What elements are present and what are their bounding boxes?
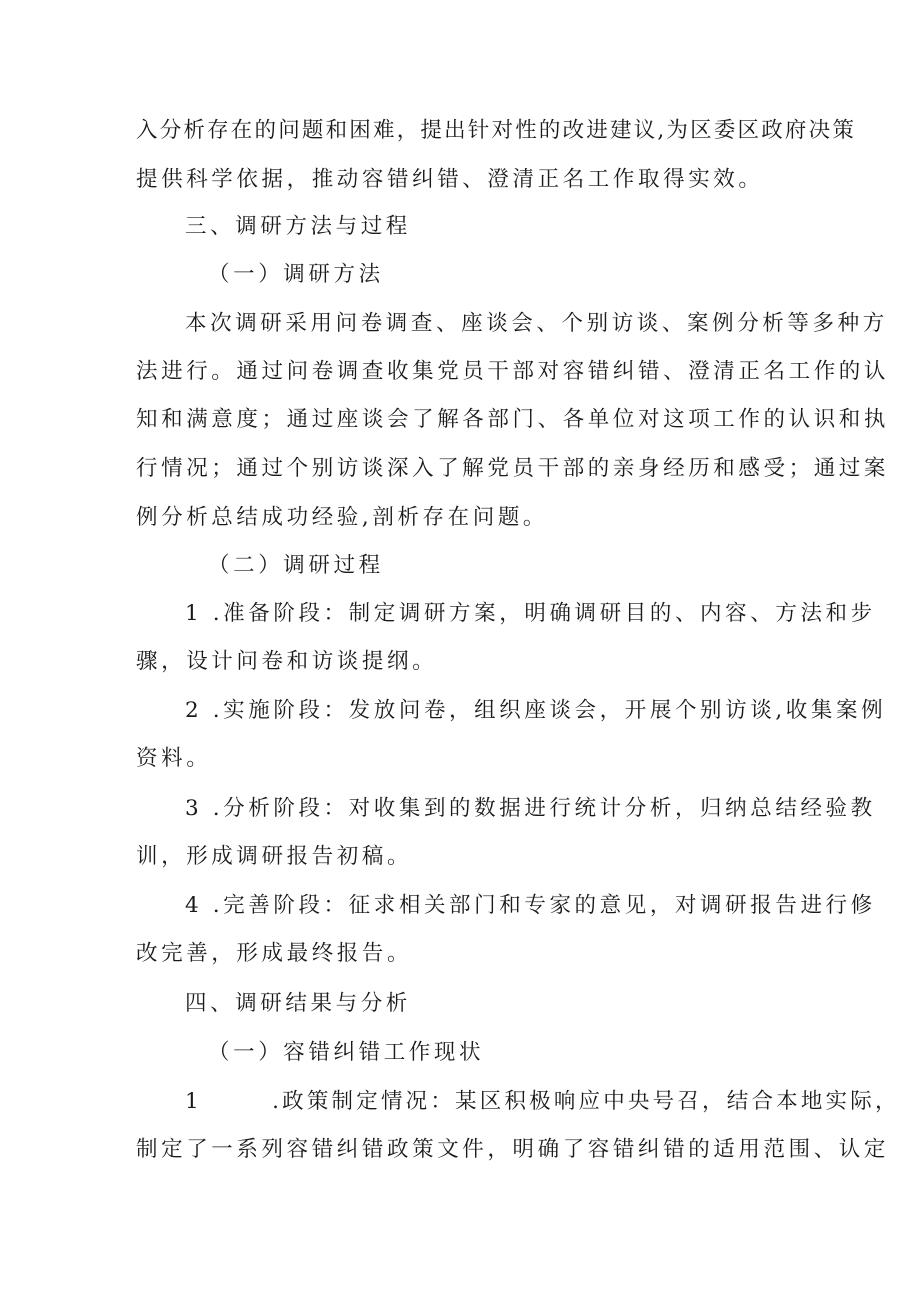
list-item-line: 3 .分析阶段：对收集到的数据进行统计分析，归纳总结经验教 bbox=[185, 796, 876, 821]
list-item-line: 资料。 bbox=[136, 746, 212, 771]
list-item-line: 1 .政策制定情况：某区积极响应中央号召，结合本地实际， bbox=[185, 1089, 900, 1114]
list-item-line: 训，形成调研报告初稿。 bbox=[136, 844, 413, 869]
paragraph-line: 例分析总结成功经验,剖析存在问题。 bbox=[136, 505, 549, 530]
paragraph-line: 行情况；通过个别访谈深入了解党员干部的亲身经历和感受；通过案 bbox=[136, 456, 890, 481]
paragraph-line: 法进行。通过问卷调查收集党员干部对容错纠错、澄清正名工作的认 bbox=[136, 359, 890, 384]
section-heading: 三、调研方法与过程 bbox=[185, 214, 411, 239]
subsection-heading: （二）调研过程 bbox=[208, 553, 384, 578]
list-item-line: 骤，设计问卷和访谈提纲。 bbox=[136, 649, 438, 674]
paragraph-line: 提供科学依据，推动容错纠错、澄清正名工作取得实效。 bbox=[136, 167, 764, 192]
subsection-heading: （一）容错纠错工作现状 bbox=[208, 1040, 485, 1065]
paragraph-line: 制定了一系列容错纠错政策文件，明确了容错纠错的适用范围、认定 bbox=[136, 1137, 890, 1162]
list-item-line: 改完善，形成最终报告。 bbox=[136, 941, 413, 966]
list-item-line: 1 .准备阶段：制定调研方案，明确调研目的、内容、方法和步 bbox=[185, 601, 876, 626]
list-item-line: 4 .完善阶段：征求相关部门和专家的意见，对调研报告进行修 bbox=[185, 893, 876, 918]
section-heading: 四、调研结果与分析 bbox=[185, 991, 411, 1016]
paragraph-line: 入分析存在的问题和困难，提出针对性的改进建议,为区委区政府决策 bbox=[136, 118, 857, 143]
list-item-line: 2 .实施阶段：发放问卷，组织座谈会，开展个别访谈,收集案例 bbox=[185, 698, 887, 723]
subsection-heading: （一）调研方法 bbox=[208, 262, 384, 287]
paragraph-line: 本次调研采用问卷调查、座谈会、个别访谈、案例分析等多种方 bbox=[185, 311, 888, 336]
paragraph-line: 知和满意度；通过座谈会了解各部门、各单位对这项工作的认识和执 bbox=[136, 407, 890, 432]
